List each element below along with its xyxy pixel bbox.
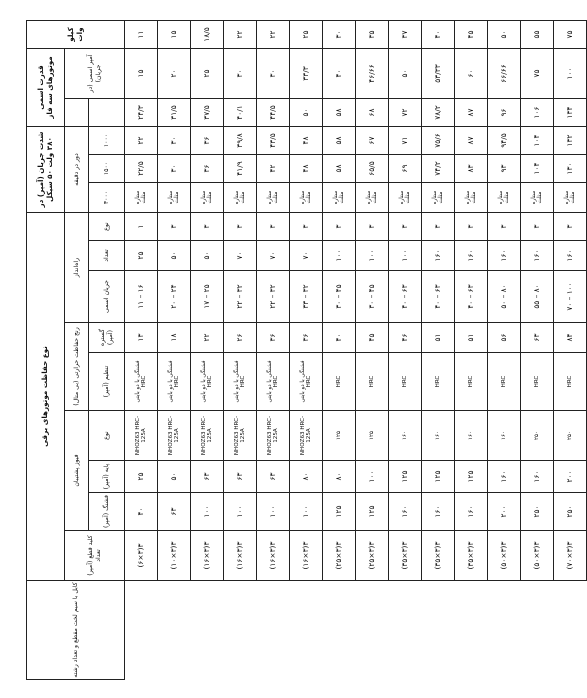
- kva-header: آمپر اسمی (در جریان): [65, 49, 125, 99]
- current-1500-cell: ۳۶: [191, 127, 224, 155]
- starter-current-cell: ۲۵: [125, 241, 158, 271]
- table-row: [521, 21, 554, 680]
- starter-current-cell: ۷۰: [224, 241, 257, 271]
- protection-range-cell: ۲۴ – ۲۰: [158, 271, 191, 323]
- fuse-rating-cell: ۶۳: [224, 461, 257, 493]
- kva-cell: ۲۰: [158, 49, 191, 99]
- starter-count-cell: ۳: [257, 213, 290, 241]
- fuse-type-cell: فشنگی با دو بایتی HRC: [191, 353, 224, 411]
- fuse-type-cell: فشنگی با دو بایتی HRC: [224, 353, 257, 411]
- starter-count-cell: ۳: [323, 213, 356, 241]
- kw-sub-header: [89, 99, 125, 127]
- breaker-header: کلید قطع (آمپر) تعداد: [65, 531, 125, 581]
- kw-cell: ۵۰: [488, 21, 521, 49]
- current-3000-cell: ۶۵/۵: [356, 155, 389, 183]
- kw-cell: ۳۰: [323, 21, 356, 49]
- fuse-rating-cell: ۲۵: [125, 461, 158, 493]
- starter-current-cell: ۱۰۰: [356, 241, 389, 271]
- fuse-rating-cell: ۲۰۰: [554, 461, 587, 493]
- current-1000-cell: ۳۷/۵: [191, 99, 224, 127]
- cable-cell: ۳(۳×۵۰): [488, 531, 521, 581]
- starter-count-cell: ۳: [224, 213, 257, 241]
- kva-cell: ۵۰: [389, 49, 422, 99]
- cable-cell: ۳(۳×۵۰): [521, 531, 554, 581]
- current-3000-cell: ۶۹: [389, 155, 422, 183]
- table-body: [125, 21, 587, 680]
- breaker-cell: ۱۰۰: [257, 493, 290, 531]
- starter-type-cell: ستاره مثلث: [356, 183, 389, 213]
- protection-setting-cell: ۸۴: [554, 323, 587, 353]
- protection-setting-cell: ۲۲: [191, 323, 224, 353]
- table-row: [422, 21, 455, 680]
- starter-current-cell: ۵۰: [191, 241, 224, 271]
- fuse-type-cell: HRC: [554, 353, 587, 411]
- breaker-cell: ۱۰۰: [224, 493, 257, 531]
- fuse-type-cell: فشنگی با دو بایتی HRC: [125, 353, 158, 411]
- cable-header: کابل با سیم لخت مقطع و تعداد رشته: [27, 581, 125, 680]
- starter-count-header: تعداد: [89, 241, 125, 271]
- current-1500-cell: ۲۲: [125, 127, 158, 155]
- kva-cell: ۱۰۰: [554, 49, 587, 99]
- protection-setting-cell: ۳۶: [257, 323, 290, 353]
- starter-count-cell: ۳: [158, 213, 191, 241]
- kva-cell: ۶۶/۶۶: [488, 49, 521, 99]
- breaker-cell: ۱۰۰: [191, 493, 224, 531]
- table-row: [290, 21, 323, 680]
- kva-cell: ۳۰: [224, 49, 257, 99]
- current-1000-cell: ۶۸: [356, 99, 389, 127]
- kw-cell: ۱۵: [158, 21, 191, 49]
- starter-header: راه‌انداز: [65, 213, 89, 323]
- cable-cell: ۳(۳×۱۶): [257, 531, 290, 581]
- starter-count-cell: ۳: [290, 213, 323, 241]
- fuse-base-cell: ۱۶۰: [455, 411, 488, 461]
- cable-cell: ۳(۳×۲۵): [356, 531, 389, 581]
- kw-cell: ۵۵: [521, 21, 554, 49]
- fuse-rating-cell: ۱۰۰: [356, 461, 389, 493]
- fuse-type-cell: HRC: [521, 353, 554, 411]
- fuse-base-cell: NHOZ63 HRC-125A: [125, 411, 158, 461]
- current-1000-cell: ۳۱/۵: [158, 99, 191, 127]
- starter-current-cell: ۱۶۰: [554, 241, 587, 271]
- starter-count-cell: ۳: [389, 213, 422, 241]
- protection-range-cell: ۶۳ – ۴۰: [389, 271, 422, 323]
- current-1500-cell: ۱۳۲: [554, 127, 587, 155]
- kw-cell: ۱۱: [125, 21, 158, 49]
- current-1000-cell: ۷۸/۲: [422, 99, 455, 127]
- current-1500-cell: ۱۰۴: [521, 127, 554, 155]
- starter-current-header: جریان اسمی: [89, 271, 125, 323]
- cable-cell: ۳(۳×۳۵): [389, 531, 422, 581]
- current-3000-cell: ۱۰۴: [521, 155, 554, 183]
- starter-current-cell: ۱۰۰: [323, 241, 356, 271]
- table-row: [158, 21, 191, 680]
- table-row: [455, 21, 488, 680]
- fuse-type-cell: HRC: [422, 353, 455, 411]
- rpm-3000-header: ۳۰۰۰: [89, 183, 125, 213]
- spacer-header: [65, 99, 89, 127]
- current-1500-cell: ۷۵/۶: [422, 127, 455, 155]
- protection-range-cell: ۳۲ – ۲۲: [224, 271, 257, 323]
- starter-current-cell: ۱۶۰: [455, 241, 488, 271]
- kw-cell: ۲۲: [257, 21, 290, 49]
- table-row: [257, 21, 290, 680]
- fuse-rating-cell: ۶۳: [257, 461, 290, 493]
- cable-cell: ۳(۳×۱۶): [290, 531, 323, 581]
- cable-cell: ۳(۳×۶): [125, 531, 158, 581]
- current-3000-cell: ۹۳: [488, 155, 521, 183]
- fuse-type-header: نوع: [89, 411, 125, 461]
- starter-type-cell: ستاره مثلث: [290, 183, 323, 213]
- current-1000-cell: ۹۶: [488, 99, 521, 127]
- protection-range-cell: ۱۶ – ۱۱: [125, 271, 158, 323]
- kva-cell: ۱۵: [125, 49, 158, 99]
- kw-cell: ۲۲: [224, 21, 257, 49]
- table-row: [356, 21, 389, 680]
- current-1000-cell: ۱۳۴: [554, 99, 587, 127]
- breaker-cell: ۱۲۵: [356, 493, 389, 531]
- protection-setting-cell: ۴۰: [323, 323, 356, 353]
- protection-setting-cell: ۴۵: [356, 323, 389, 353]
- breaker-cell: ۱۶۰: [455, 493, 488, 531]
- protection-range-cell: ۳۲ – ۲۲: [257, 271, 290, 323]
- current-1000-cell: ۴۴/۵: [257, 99, 290, 127]
- protection-setting-cell: ۲۶: [224, 323, 257, 353]
- table-row: [554, 21, 587, 680]
- current-1500-cell: ۴۸: [290, 127, 323, 155]
- fuse-rating-header: فشنگ (آمپر): [89, 493, 125, 531]
- fuse-base-cell: ۲۵۰: [521, 411, 554, 461]
- fuse-header: فیوز پشتیبان: [65, 411, 89, 531]
- power-header: قدرت اسمی موتورهای سه فاز: [27, 49, 65, 127]
- protection-range-cell: ۶۳ – ۴۰: [455, 271, 488, 323]
- cable-cell: ۳(۳×۱۶): [191, 531, 224, 581]
- fuse-type-cell: فشنگی با دو بایتی HRC: [290, 353, 323, 411]
- starter-count-cell: ۳: [521, 213, 554, 241]
- breaker-cell: ۲۵۰: [521, 493, 554, 531]
- protection-setting-cell: ۵۶: [488, 323, 521, 353]
- kw-cell: ۱۸/۵: [191, 21, 224, 49]
- starter-type-cell: ستاره مثلث: [323, 183, 356, 213]
- kw-cell: ۴۰: [422, 21, 455, 49]
- protection-setting-cell: ۱۸: [158, 323, 191, 353]
- fuse-rating-cell: ۱۲۵: [455, 461, 488, 493]
- fuse-base-cell: ۱۶۰: [389, 411, 422, 461]
- starter-type-cell: ستاره مثلث: [455, 183, 488, 213]
- breaker-cell: ۱۰۰: [290, 493, 323, 531]
- fuse-base-header: پایه (آمپر): [89, 461, 125, 493]
- fuse-rating-cell: ۸۰: [323, 461, 356, 493]
- setting-header: تنظیم (آمپر): [89, 353, 125, 411]
- rpm-1500-header: ۱۵۰۰: [89, 155, 125, 183]
- current-1000-cell: ۲۴/۳: [125, 99, 158, 127]
- starter-current-cell: ۱۶۰: [488, 241, 521, 271]
- starter-count-cell: ۳: [488, 213, 521, 241]
- kva-cell: ۵۳/۳۳: [422, 49, 455, 99]
- current-3000-cell: ۴۱/۹: [224, 155, 257, 183]
- fuse-rating-cell: ۱۲۵: [389, 461, 422, 493]
- kva-cell: ۶۰: [455, 49, 488, 99]
- table-row: [125, 21, 158, 680]
- starter-type-cell: ستاره مثلث: [389, 183, 422, 213]
- protection-range-cell: ۴۵ – ۳۰: [323, 271, 356, 323]
- protection-range-cell: ۲۵ – ۱۷: [191, 271, 224, 323]
- table-row: [488, 21, 521, 680]
- fuse-base-cell: NHOZ63 HRC-125A: [257, 411, 290, 461]
- protection-setting-cell: ۴۶: [389, 323, 422, 353]
- current-1500-cell: ۷۱: [389, 127, 422, 155]
- fuse-rating-cell: ۱۶۰: [521, 461, 554, 493]
- current-3000-cell: ۸۳: [455, 155, 488, 183]
- current-1500-cell: ۳۹/۸: [224, 127, 257, 155]
- starter-count-cell: ۳: [422, 213, 455, 241]
- fuse-base-cell: ۱۲۵: [323, 411, 356, 461]
- current-3000-cell: ۴۲: [257, 155, 290, 183]
- protection-range-cell: ۸۰ – ۵۰: [488, 271, 521, 323]
- current-1000-cell: ۱۰۶: [521, 99, 554, 127]
- starter-count-cell: ۳: [554, 213, 587, 241]
- protection-setting-cell: ۵۱: [455, 323, 488, 353]
- kw-cell: ۲۵: [290, 21, 323, 49]
- starter-count-cell: ۳: [191, 213, 224, 241]
- starter-count-cell: ۳: [455, 213, 488, 241]
- fuse-rating-cell: ۶۳: [191, 461, 224, 493]
- fuse-type-cell: HRC: [356, 353, 389, 411]
- protection-setting-cell: ۳۶: [290, 323, 323, 353]
- current-1500-cell: ۳۰: [158, 127, 191, 155]
- breaker-cell: ۲۰۰: [488, 493, 521, 531]
- fuse-type-cell: HRC: [455, 353, 488, 411]
- current-3000-cell: ۳۶: [191, 155, 224, 183]
- starter-type-cell: ستاره مثلث: [554, 183, 587, 213]
- current-1000-cell: ۵۸: [323, 99, 356, 127]
- protection-header: نوع حفاظت موتورهای برقی: [27, 213, 65, 581]
- starter-type-header: نوع: [89, 213, 125, 241]
- starter-type-cell: ستاره مثلث: [224, 183, 257, 213]
- cable-cell: ۳(۳×۲۵): [323, 531, 356, 581]
- kva-cell: ۴۶/۶۶: [356, 49, 389, 99]
- protection-range-cell: ۳۲ – ۳۳: [290, 271, 323, 323]
- motor-protection-table: [26, 20, 587, 680]
- current-3000-cell: ۴۸: [290, 155, 323, 183]
- kw-cell: ۴۵: [455, 21, 488, 49]
- breaker-cell: ۲۵۰: [554, 493, 587, 531]
- starter-count-cell: ۳: [356, 213, 389, 241]
- fuse-type-cell: HRC: [323, 353, 356, 411]
- breaker-cell: ۱۶۰: [422, 493, 455, 531]
- kva-cell: ۳۰: [257, 49, 290, 99]
- rpm-1000-header: ۱۰۰۰: [89, 127, 125, 155]
- protection-setting-cell: ۶۳: [521, 323, 554, 353]
- fuse-type-cell: فشنگی با دو بایتی HRC: [257, 353, 290, 411]
- breaker-cell: ۶۳: [158, 493, 191, 531]
- fuse-base-cell: NHOZ63 HRC-125A: [224, 411, 257, 461]
- current-1500-cell: ۴۳/۵: [257, 127, 290, 155]
- table-row: [389, 21, 422, 680]
- starter-count-cell: ۱: [125, 213, 158, 241]
- range-header: گستره (آمپر): [89, 323, 125, 353]
- fuse-rating-cell: ۸۰: [290, 461, 323, 493]
- current-1000-cell: ۷۲: [389, 99, 422, 127]
- cable-cell: ۳(۳×۱۰): [158, 531, 191, 581]
- kva-cell: ۴۰: [323, 49, 356, 99]
- table-row: [191, 21, 224, 680]
- cable-cell: ۳(۳×۳۵): [455, 531, 488, 581]
- starter-type-cell: ستاره مثلث: [521, 183, 554, 213]
- fuse-base-cell: NHOZ63 HRC-125A: [191, 411, 224, 461]
- fuse-base-cell: ۲۵۰: [554, 411, 587, 461]
- starter-type-cell: ستاره مثلث: [257, 183, 290, 213]
- current-header: شدت جریان (آمپر) در ۳۸۰ ولت ۵۰ سیکل: [27, 127, 65, 213]
- breaker-cell: ۴۰: [125, 493, 158, 531]
- cable-cell: ۳(۳×۳۵): [422, 531, 455, 581]
- protection-setting-cell: ۵۱: [422, 323, 455, 353]
- current-3000-cell: ۲۲/۵: [125, 155, 158, 183]
- current-1000-cell: ۵۰: [290, 99, 323, 127]
- table-row: [224, 21, 257, 680]
- current-1500-cell: ۹۴/۵: [488, 127, 521, 155]
- starter-type-cell: ستاره مثلث: [488, 183, 521, 213]
- fuse-rating-cell: ۱۶۰: [488, 461, 521, 493]
- current-1500-cell: ۸۷: [455, 127, 488, 155]
- kva-cell: ۷۵: [521, 49, 554, 99]
- protection-range-cell: ۸۰ – ۵۵: [521, 271, 554, 323]
- protection-range-cell: ۱۰۰ – ۷۰: [554, 271, 587, 323]
- current-1500-cell: ۵۸: [323, 127, 356, 155]
- kw-cell: ۷۵: [554, 21, 587, 49]
- starter-current-cell: ۱۰۰: [389, 241, 422, 271]
- kw-cell: ۳۷: [389, 21, 422, 49]
- current-1000-cell: ۸۷: [455, 99, 488, 127]
- kw-cell: ۳۵: [356, 21, 389, 49]
- kw-header: کیلو وات: [27, 21, 125, 49]
- fuse-type-cell: HRC: [389, 353, 422, 411]
- protection-range-cell: ۴۵ – ۳۰: [356, 271, 389, 323]
- starter-current-cell: ۱۶۰: [422, 241, 455, 271]
- starter-type-cell: ستاره مثلث: [125, 183, 158, 213]
- fuse-type-cell: فشنگی با دو بایتی HRC: [158, 353, 191, 411]
- current-1500-cell: ۶۷: [356, 127, 389, 155]
- protection-range-header: رنج حفاظت حرارتی (بی متال): [65, 323, 89, 411]
- current-3000-cell: ۳۰: [158, 155, 191, 183]
- starter-current-cell: ۷۰: [290, 241, 323, 271]
- starter-type-cell: ستاره مثلث: [422, 183, 455, 213]
- kva-cell: ۲۵: [191, 49, 224, 99]
- starter-type-cell: ستاره مثلث: [191, 183, 224, 213]
- fuse-base-cell: ۱۲۵: [356, 411, 389, 461]
- breaker-cell: ۱۲۵: [323, 493, 356, 531]
- fuse-base-cell: ۱۶۰: [488, 411, 521, 461]
- current-1000-cell: ۴۰/۱: [224, 99, 257, 127]
- fuse-base-cell: NHOZ63 HRC-125A: [290, 411, 323, 461]
- starter-current-cell: ۵۰: [158, 241, 191, 271]
- current-3000-cell: ۷۴/۲: [422, 155, 455, 183]
- starter-current-cell: ۱۶۰: [521, 241, 554, 271]
- table-row: [323, 21, 356, 680]
- fuse-base-cell: NHOZ63 HRC-125A: [158, 411, 191, 461]
- fuse-rating-cell: ۵۰: [158, 461, 191, 493]
- protection-range-cell: ۶۳ – ۴۰: [422, 271, 455, 323]
- fuse-rating-cell: ۱۲۵: [422, 461, 455, 493]
- current-3000-cell: ۱۳۰: [554, 155, 587, 183]
- starter-current-cell: ۷۰: [257, 241, 290, 271]
- protection-setting-cell: ۱۳: [125, 323, 158, 353]
- cable-cell: ۳(۳×۷۰): [554, 531, 587, 581]
- fuse-type-cell: HRC: [488, 353, 521, 411]
- breaker-cell: ۱۶۰: [389, 493, 422, 531]
- kva-cell: ۳۳/۳: [290, 49, 323, 99]
- fuse-base-cell: ۱۶۰: [422, 411, 455, 461]
- current-3000-cell: ۵۸: [323, 155, 356, 183]
- cable-cell: ۳(۳×۱۶): [224, 531, 257, 581]
- starter-type-cell: ستاره مثلث: [158, 183, 191, 213]
- rpm-header: دور در دقیقه: [65, 127, 89, 213]
